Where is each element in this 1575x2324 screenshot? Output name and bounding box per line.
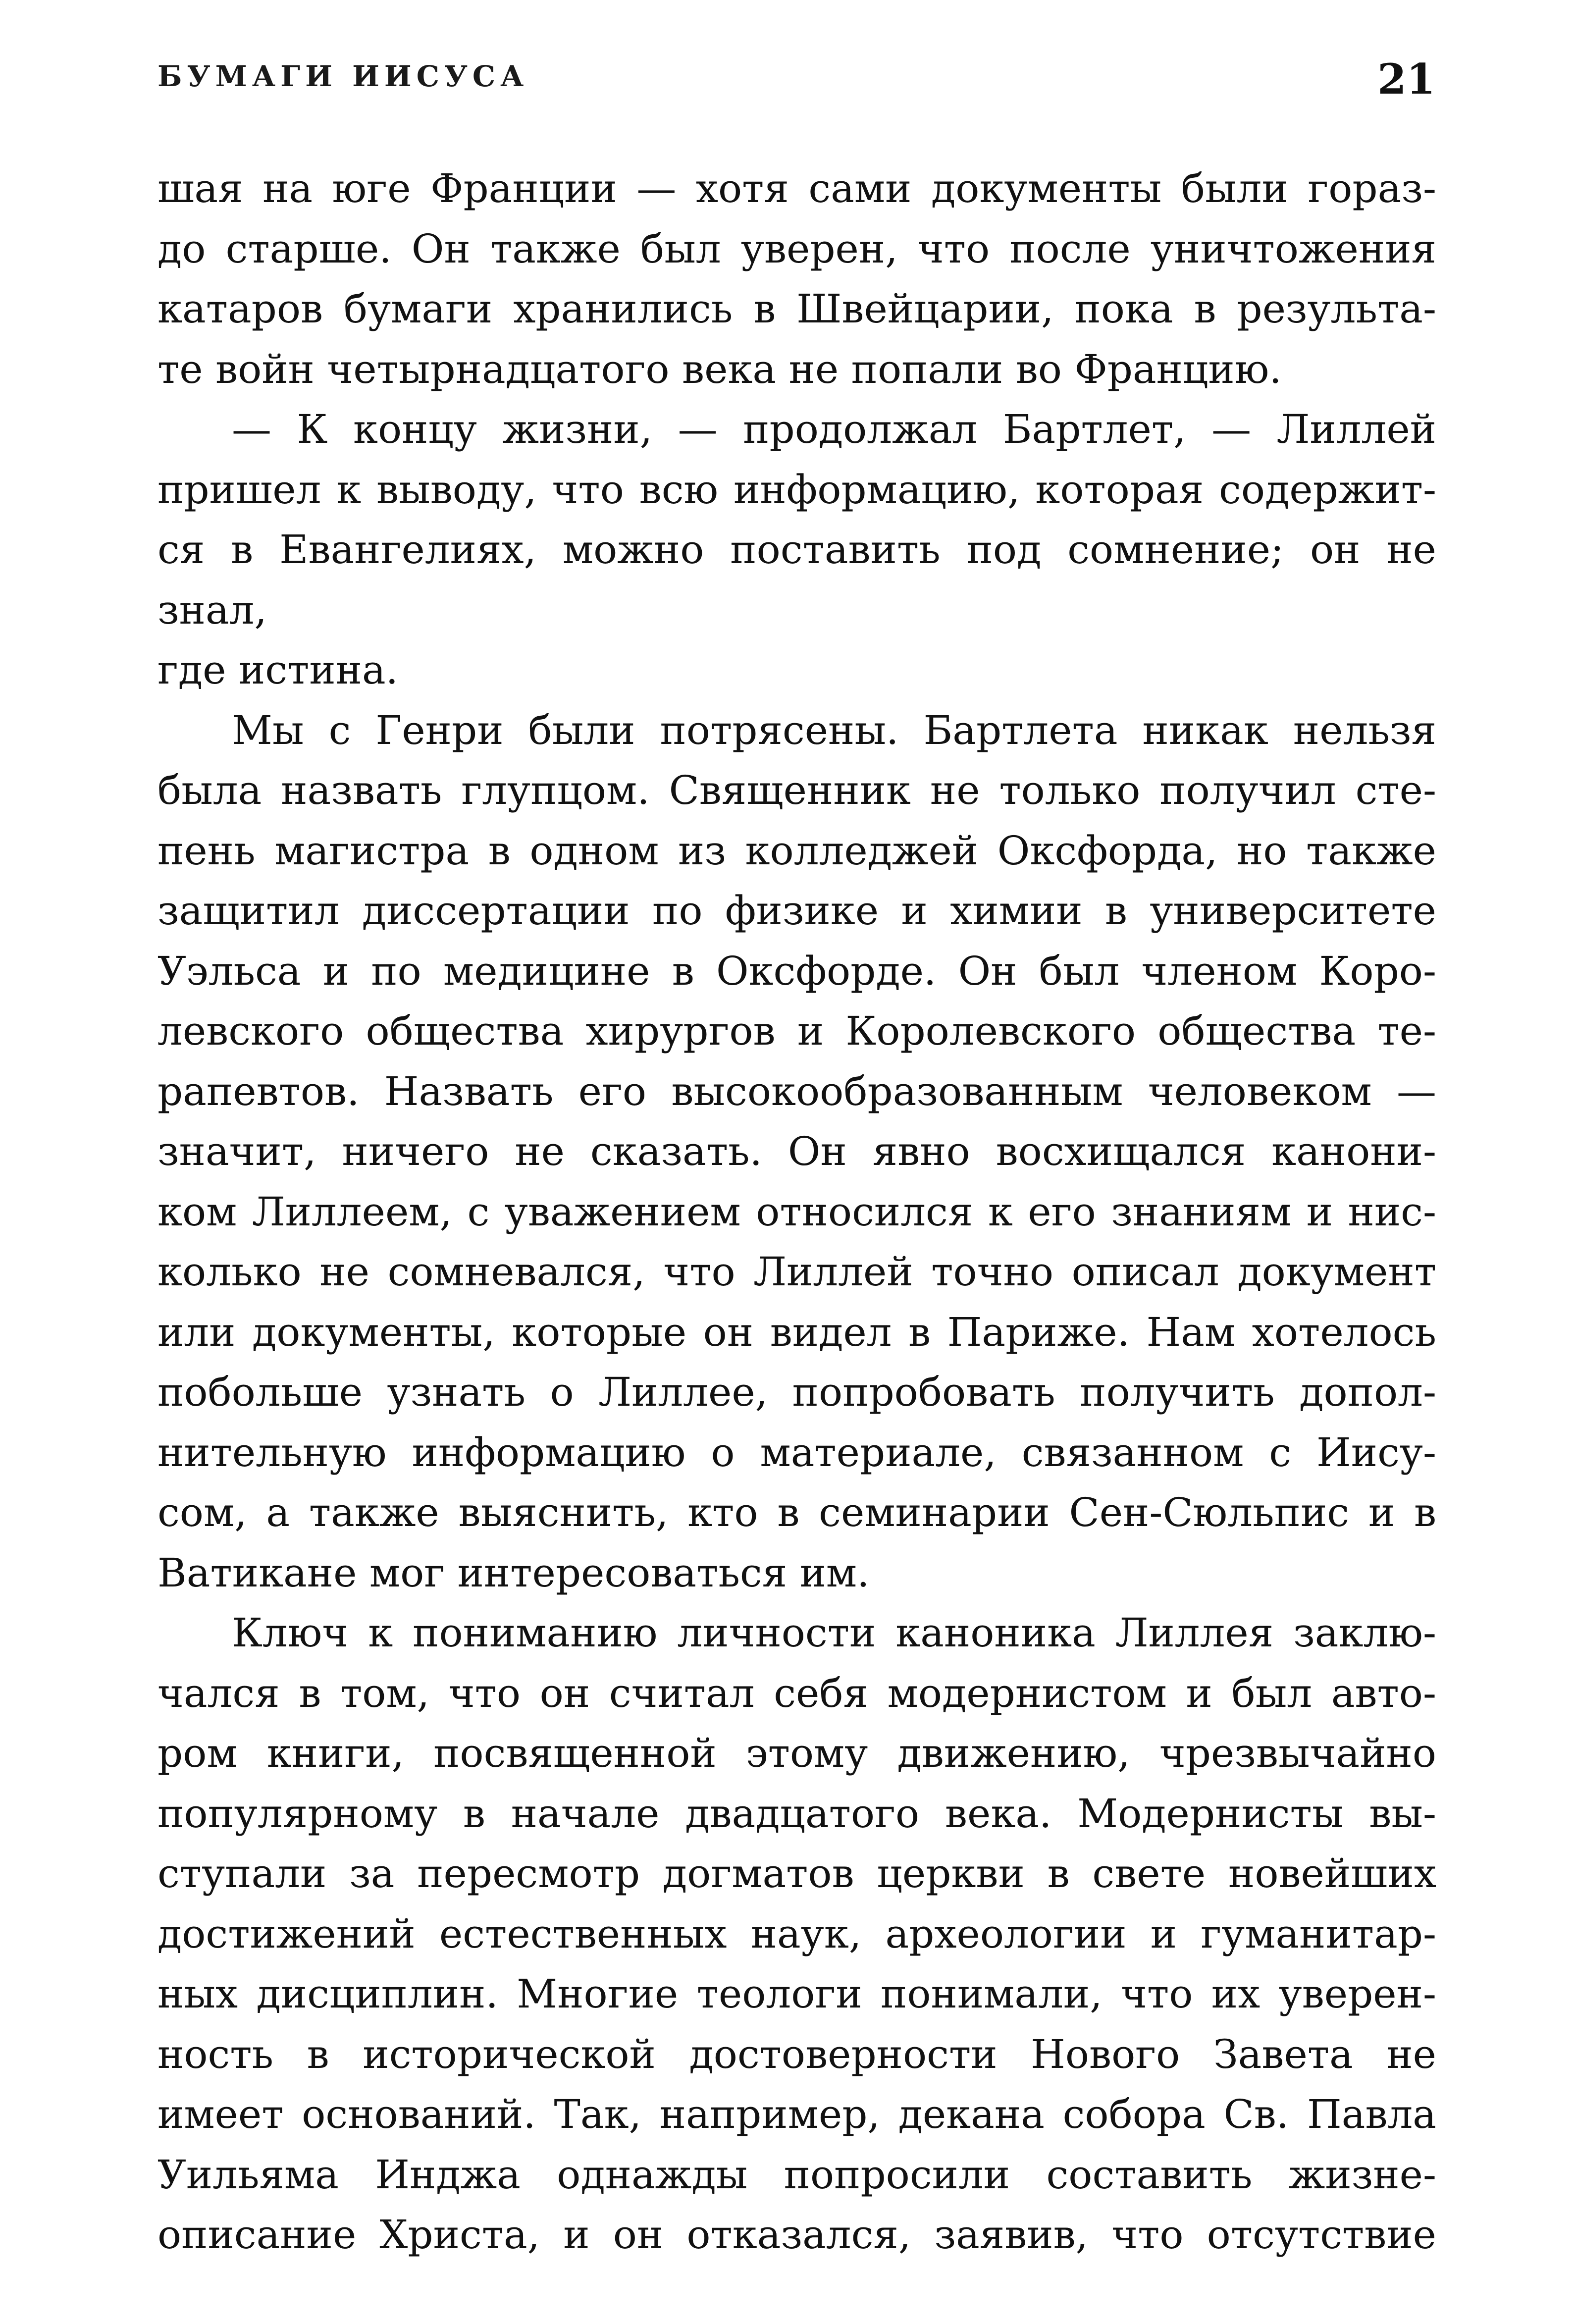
running-title: БУМАГИ ИИСУСА (158, 59, 529, 93)
text-line: ность в исторической достоверности Нового Завета не (158, 2031, 1436, 2077)
text-line: ных дисциплин. Многие теологи понимали, что их уверен- (158, 1971, 1436, 2017)
text-line: те войн четырнадцатого века не попали во Францию. (158, 346, 1282, 392)
text-line: побольше узнать о Лиллее, попробовать получить допол- (158, 1369, 1436, 1415)
text-line: описание Христа, и он отказался, заявив, что отсутствие (158, 2212, 1436, 2258)
text-line: пень магистра в одном из колледжей Оксфорда, но также (158, 827, 1436, 874)
text-line: Уильяма Инджа однажды попросили составить жизне- (158, 2151, 1436, 2198)
text-line: нительную информацию о материале, связанном с Иису- (158, 1429, 1436, 1476)
text-line: рапевтов. Назвать его высокообразованным человеком — (158, 1068, 1436, 1114)
text-line: популярному в начале двадцатого века. Модернисты вы- (158, 1790, 1436, 1837)
text-line: ступали за пересмотр догматов церкви в свете новейших (158, 1850, 1436, 1897)
text-line: где истина. (158, 647, 399, 693)
text-line: ком Лиллеем, с уважением относился к его знаниям и нис- (158, 1188, 1436, 1235)
text-line: Ватикане мог интересоваться им. (158, 1549, 870, 1596)
text-line: защитил диссертации по физике и химии в университете (158, 888, 1436, 934)
page-number: 21 (1377, 54, 1435, 104)
text-line: до старше. Он также был уверен, что после уничтожения (158, 225, 1436, 272)
text-line: катаров бумаги хранились в Швейцарии, пока в результа- (158, 286, 1436, 332)
text-line: Мы с Генри были потрясены. Бартлета никак нельзя (232, 707, 1436, 753)
text-line: пришел к выводу, что всю информацию, которая содержит- (158, 466, 1436, 513)
text-line: достижений естественных наук, археологии и гуманитар- (158, 1910, 1436, 1957)
text-line: или документы, которые он видел в Париже. Нам хотелось (158, 1309, 1436, 1355)
running-header (158, 54, 1435, 109)
text-line: чался в том, что он считал себя модернистом и был авто- (158, 1670, 1436, 1716)
text-line: была назвать глупцом. Священник не только получил сте- (158, 767, 1436, 813)
text-line: ся в Евангелиях, можно поставить под сомнение; он не знал, (158, 527, 1436, 633)
text-line: Уэльса и по медицине в Оксфорде. Он был членом Коро- (158, 948, 1436, 994)
body-text (158, 158, 1436, 2265)
text-line: ром книги, посвященной этому движению, чрезвычайно (158, 1730, 1436, 1776)
text-line: имеет оснований. Так, например, декана собора Св. Павла (158, 2091, 1436, 2137)
text-line: сом, а также выяснить, кто в семинарии Сен-Сюльпис и в (158, 1489, 1436, 1535)
text-line: колько не сомневался, что Лиллей точно описал документ (158, 1249, 1436, 1295)
text-line: шая на юге Франции — хотя сами документы были гораз- (158, 165, 1436, 211)
text-line: Ключ к пониманию личности каноника Лиллея заклю- (232, 1610, 1436, 1656)
text-line: левского общества хирургов и Королевского общества те- (158, 1008, 1436, 1054)
text-line: значит, ничего не сказать. Он явно восхищался канони- (158, 1128, 1436, 1174)
text-line: — К концу жизни, — продолжал Бартлет, — Лиллей (232, 406, 1436, 452)
